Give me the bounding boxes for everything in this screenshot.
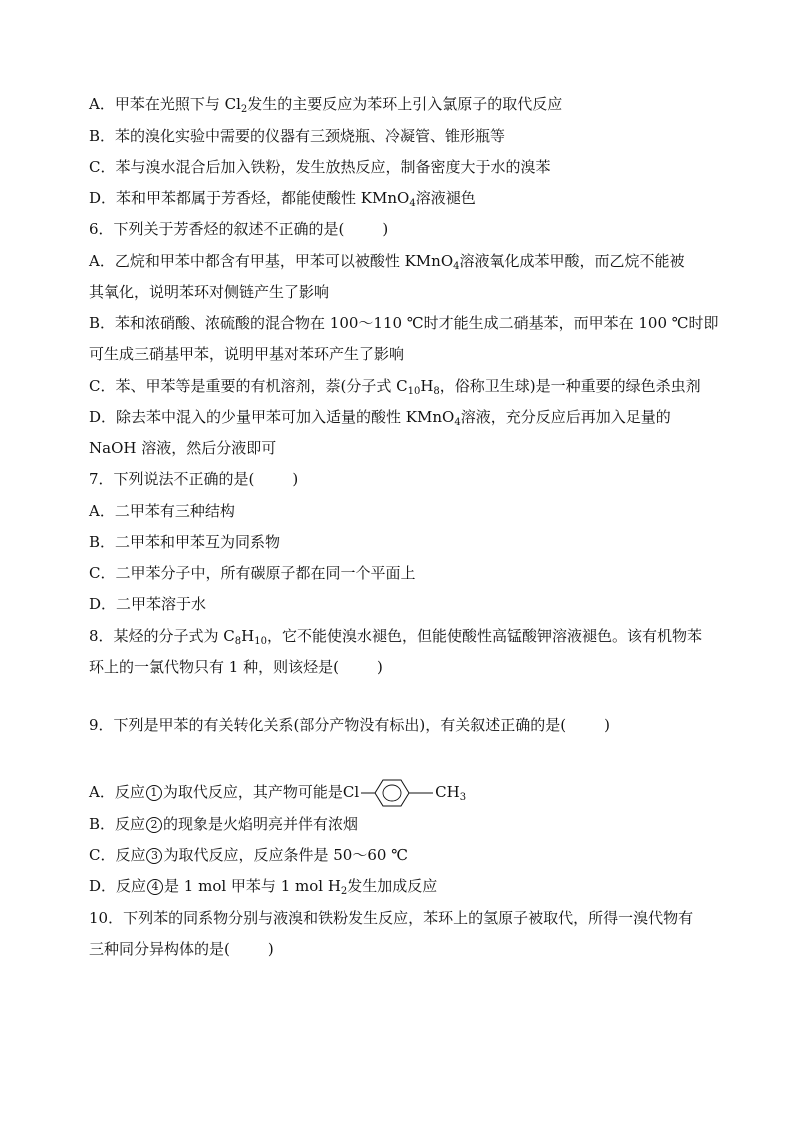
q8-stem-line1: 8．某烃的分子式为 $C_8H_{10}$，它不能使溴水褪色，但能使酸性高锰酸钾溶液褪色。该有机物苯	[89, 627, 703, 647]
q7-stem: 7．下列说法不正确的是( )	[89, 470, 299, 488]
q10-stem-line1: 10．下列苯的同系物分别与液溴和铁粉发生反应，苯环上的氢原子被取代，所得一溴代物有	[89, 909, 694, 927]
q6-option-a-line1: A．乙烷和甲苯中都含有甲基，甲苯可以被酸性 KMnO$_4$溶液氧化成苯甲酸，而乙烷不能被	[89, 252, 685, 272]
q7-option-a: A．二甲苯有三种结构	[89, 502, 235, 520]
q5-option-a: A．甲苯在光照下与 $Cl_2$发生的主要反应为苯环上引入氯原子的取代反应	[89, 95, 563, 115]
q7-option-b: B．二甲苯和甲苯互为同系物	[89, 533, 281, 551]
q6-stem: 6．下列关于芳香烃的叙述不正确的是( )	[89, 220, 389, 238]
q9-stem: 9．下列是甲苯的有关转化关系(部分产物没有标出)，有关叙述正确的是( )	[89, 716, 610, 734]
q6-option-b-line2: 可生成三硝基甲苯，说明甲基对苯环产生了影响	[89, 345, 405, 363]
q10-stem-line2: 三种同分异构体的是( )	[89, 940, 274, 958]
q7-option-c: C．二甲苯分子中，所有碳原子都在同一个平面上	[89, 564, 416, 582]
q5-option-b: B．苯的溴化实验中需要的仪器有三颈烧瓶、冷凝管、锥形瓶等	[89, 127, 506, 145]
q9-option-c: C．反应 3 为取代反应，反应条件是 50～60 ℃	[89, 846, 408, 864]
circled-number-4: 4	[147, 879, 163, 895]
q6-option-d-line2: NaOH 溶液，然后分液即可	[89, 439, 277, 457]
circled-number-1: 1	[146, 785, 162, 801]
circled-number-2: 2	[146, 817, 162, 833]
q9-option-b: B．反应 2 的现象是火焰明亮并伴有浓烟	[89, 815, 359, 833]
q9-option-d: D．反应 4 是 1 mol 甲苯与 1 mol $H_2$发生加成反应	[89, 877, 438, 897]
q6-option-a-line2: 其氧化，说明苯环对侧链产生了影响	[89, 283, 330, 301]
q5-option-d: D．苯和甲苯都属于芳香烃，都能使酸性 KMnO$_4$溶液褪色	[89, 189, 476, 209]
q6-option-c: C．苯、甲苯等是重要的有机溶剂，萘(分子式 $C_{10}H_8$，俗称卫生球)是一种重要的绿色杀虫剂	[89, 377, 701, 397]
q8-stem-line2: 环上的一氯代物只有 1 种，则该烃是( )	[89, 658, 383, 676]
benzene-ring-structure-icon	[361, 778, 435, 808]
q6-option-d-line1: D．除去苯中混入的少量甲苯可加入适量的酸性 KMnO$_4$溶液，充分反应后再加入足量的	[89, 408, 671, 428]
q5-option-c: C．苯与溴水混合后加入铁粉，发生放热反应，制备密度大于水的溴苯	[89, 158, 551, 176]
circled-number-3: 3	[146, 848, 162, 864]
q6-option-b-line1: B．苯和浓硝酸、浓硫酸的混合物在 100～110 ℃时才能生成二硝基苯，而甲苯在 100 ℃时即	[89, 314, 719, 332]
q7-option-d: D．二甲苯溶于水	[89, 595, 207, 613]
q9-option-a: A．反应 1 为取代反应，其产物可能是Cl $CH_3$	[89, 778, 729, 808]
